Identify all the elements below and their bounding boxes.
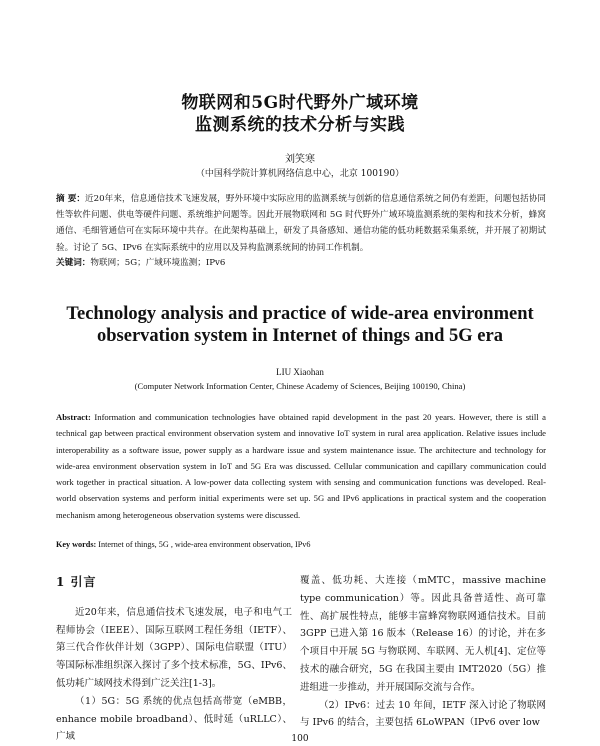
body-paragraph: 覆盖、低功耗、大连接（mMTC，massive machine type communication）等。因此具备普适性、高可靠性、高扩展性特点，能够丰富蜂窝物联网通信技术。目前 3GPP 已进入第 16 版本（Release 16）的讨论，并在多个项目中开展 5G 与物联网、车联网、无人机[4]、定位等技术的融合研究，5G 在我国主要由 IMT2020（5G）推进组进一步推动，并开展国际交流与合作。	[300, 575, 546, 693]
body-left-column	[56, 572, 292, 746]
chinese-abstract-label: 摘 要：	[56, 194, 86, 204]
body-paragraph: （2）IPv6：过去 10 年间，IETF 深入讨论了物联网与 IPv6 的结合，主要包括 6LoWPAN（IPv6 over low	[300, 699, 546, 729]
chinese-affiliation: （中国科学院计算机网络信息中心，北京 100190）	[195, 169, 405, 179]
english-affiliation: (Computer Network Information Center, Chinese Academy of Sciences, Beijing 100190, China)	[134, 381, 466, 391]
english-keywords-label: Key words:	[56, 540, 97, 549]
english-keywords-text: Internet of things, 5G , wide-area environment observation, IPv6	[98, 540, 311, 549]
english-title-line-2: observation system in Internet of things and 5G era	[97, 326, 503, 346]
english-abstract-text: Information and communication technologies have obtained rapid development in the past 20 years. However, there is still a technical gap between practical environment observation system and innovative IoT system in rural area application. Relative issues include interoperability as a software issue, power supply as a hardware issue and system maintenance issue. The architecture and technology for wide-area environment observation system in IoT and 5G Era was discussed. Cellular communication and capillary communication could work together in practical situation. A low-power data collecting system with sensing and communication functions was developed. Real-world observation systems and perform initial experiments were set up. 5G and IPv6 applications in practical system and the cooperation mechanism among heterogeneous observation systems were discussed.	[56, 412, 546, 520]
chinese-abstract	[56, 191, 546, 256]
chinese-keywords-text: 物联网；5G；广域环境监测；IPv6	[90, 258, 226, 268]
body-paragraph: 近20年来，信息通信技术飞速发展，电子和电气工程师协会（IEEE）、国际互联网工程任务组（IETF）、第三代合作伙伴计划（3GPP）、国际电信联盟（ITU）等国际标准组织深入探讨了多个技术标准，5G、IPv6、低功耗广域网技术得到广泛关注[1-3]。	[56, 606, 292, 689]
chinese-author: 刘笑寒	[285, 154, 315, 165]
english-keywords	[56, 540, 310, 549]
english-title-line-1: Technology analysis and practice of wide-area environment	[66, 304, 534, 324]
english-abstract	[56, 409, 546, 523]
english-author: LIU Xiaohan	[276, 367, 324, 377]
body-paragraph: （1）5G：5G 系统的优点包括高带宽（eMBB，enhance mobile broadband）、低时延（uRLLC）、广域	[56, 695, 292, 743]
chinese-keywords-label: 关键词：	[56, 258, 91, 268]
english-abstract-label: Abstract:	[56, 412, 91, 422]
page-number: 100	[291, 734, 309, 744]
section-heading-introduction: 1 引言	[56, 575, 97, 589]
chinese-title-line-1: 物联网和5G时代野外广域环境	[181, 93, 419, 113]
chinese-abstract-text: 近20年来，信息通信技术飞速发展，野外环境中实际应用的监测系统与创新的信息通信系统之间仍有差距，问题包括协同性等软件问题、供电等硬件问题、系统维护问题等。因此开展物联网和 5G 时代野外广域环境监测系统的架构和技术分析，蜂窝通信、毛细管通信可在实际环境中共存。在此架构基础上，研发了具备感知、通信功能的低功耗数据采集系统，并开展了初期试验。讨论了 5G、IPv6 在实际系统中的应用以及异构监测系统间的协同工作机制。	[56, 194, 546, 253]
body-right-column	[300, 572, 546, 732]
chinese-keywords	[56, 256, 225, 268]
chinese-title-line-2: 监测系统的技术分析与实践	[195, 115, 405, 135]
